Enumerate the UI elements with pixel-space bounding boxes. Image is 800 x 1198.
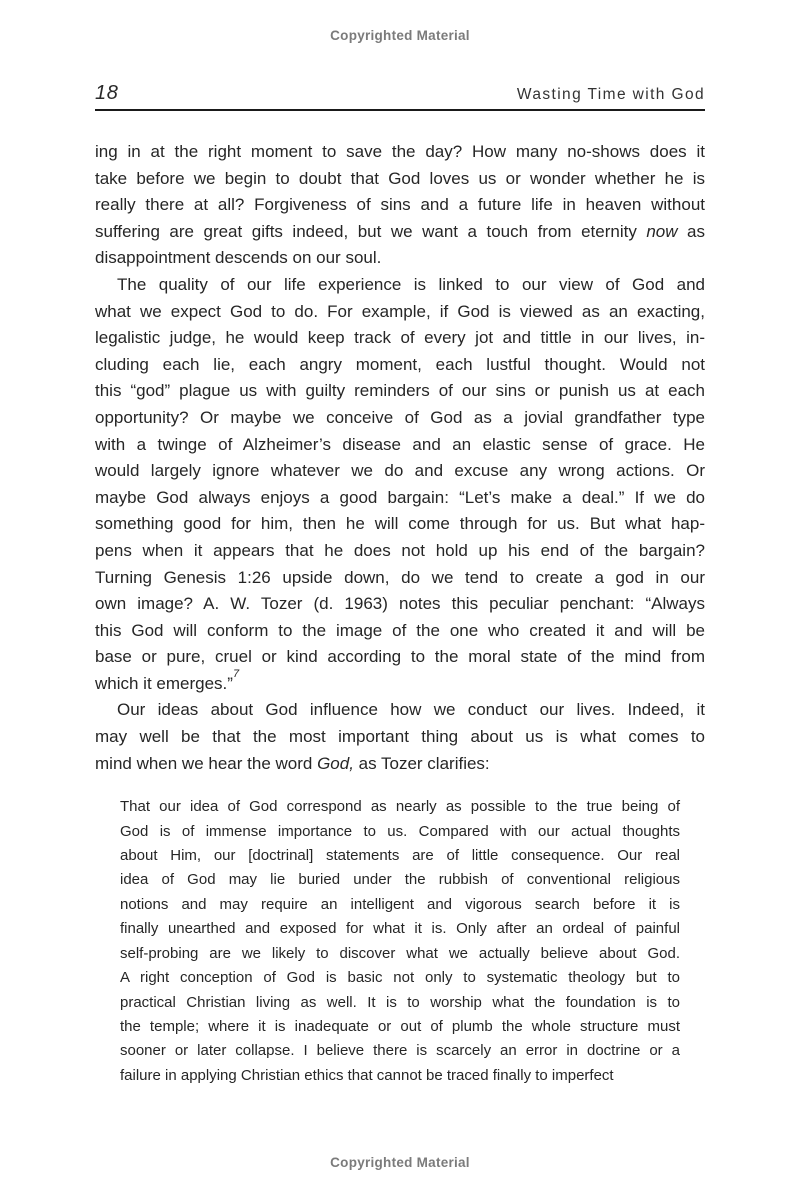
text-line: That our idea of God correspond as nearly as possible to the true being of xyxy=(120,798,680,816)
text-line: take before we begin to doubt that God loves us or wonder whether he is xyxy=(95,168,705,188)
running-title: Wasting Time with God xyxy=(516,86,705,103)
text-line: would largely ignore whatever we do and excuse any wrong actions. Or xyxy=(95,461,705,481)
text-line: the temple; where it is inadequate or out of plumb the whole structure must xyxy=(120,1017,680,1035)
body-text xyxy=(95,139,705,1088)
text-line: idea of God may lie buried under the rubbish of conventional religious xyxy=(120,871,680,889)
text-line: practical Christian living as well. It is to worship what the foundation is to xyxy=(120,993,680,1011)
block-quote xyxy=(120,795,680,1088)
text-line: A right conception of God is basic not only to systematic theology but to xyxy=(120,969,680,987)
text-line: self-probing are we likely to discover what we actually believe about God. xyxy=(120,944,680,962)
text-line: mind when we hear the word God, as Tozer clarifies: xyxy=(95,753,490,773)
copyright-notice-bottom: Copyrighted Material xyxy=(330,1155,470,1170)
text-line: disappointment descends on our soul. xyxy=(95,248,382,268)
text-line: cluding each lie, each angry moment, each lustful thought. Would not xyxy=(95,354,705,374)
text-line: what we expect God to do. For example, if God is viewed as an exacting, xyxy=(95,301,705,321)
text-line: this God will conform to the image of the one who created it and will be xyxy=(95,620,705,640)
text-line: finally unearthed and exposed for what it is. Only after an ordeal of painful xyxy=(120,920,680,938)
text-line: legalistic judge, he would keep track of every jot and tittle in our lives, in- xyxy=(95,328,705,348)
text-line: something good for him, then he will come through for us. But what hap- xyxy=(95,514,705,534)
text-line: maybe God always enjoys a good bargain: “Let’s make a deal.” If we do xyxy=(95,487,705,507)
text-line: opportunity? Or maybe we conceive of God as a jovial grandfather type xyxy=(95,407,705,427)
text-line: which it emerges.”$^7$ xyxy=(95,668,240,693)
text-line: Our ideas about God influence how we conduct our lives. Indeed, it xyxy=(117,700,705,720)
text-line: The quality of our life experience is linked to our view of God and xyxy=(117,274,705,294)
body-paragraph xyxy=(95,697,705,777)
text-line: about Him, our [doctrinal] statements are of little consequence. Our real xyxy=(120,847,680,865)
text-line: suffering are great gifts indeed, but we want a touch from eternity now as xyxy=(95,221,705,241)
copyright-notice-top: Copyrighted Material xyxy=(330,28,470,43)
text-line: notions and may require an intelligent and vigorous search before it is xyxy=(120,895,680,913)
text-line: base or pure, cruel or kind according to the moral state of the mind from xyxy=(95,647,705,667)
body-paragraph xyxy=(95,139,705,272)
page-header xyxy=(95,83,705,104)
body-paragraph xyxy=(95,272,705,698)
page-number: 18 xyxy=(95,82,119,104)
text-line: God is of immense importance to us. Compared with our actual thoughts xyxy=(120,822,680,840)
text-line: sooner or later collapse. I believe there is scarcely an error in doctrine or a xyxy=(120,1042,680,1060)
header-rule xyxy=(95,109,705,111)
text-line: really there at all? Forgiveness of sins and a future life in heaven without xyxy=(95,195,705,215)
text-line: pens when it appears that he does not hold up his end of the bargain? xyxy=(95,540,705,560)
text-line: own image? A. W. Tozer (d. 1963) notes this peculiar penchant: “Always xyxy=(95,594,705,614)
text-line: with a twinge of Alzheimer’s disease and an elastic sense of grace. He xyxy=(95,434,705,454)
text-line: may well be that the most important thing about us is what comes to xyxy=(95,727,705,747)
text-line: Turning Genesis 1:26 upside down, do we tend to create a god in our xyxy=(95,567,705,587)
text-line: this “god” plague us with guilty reminders of our sins or punish us at each xyxy=(95,381,705,401)
text-line: failure in applying Christian ethics that cannot be traced finally to imperfect xyxy=(120,1066,614,1084)
text-line: ing in at the right moment to save the day? How many no-shows does it xyxy=(95,142,705,161)
